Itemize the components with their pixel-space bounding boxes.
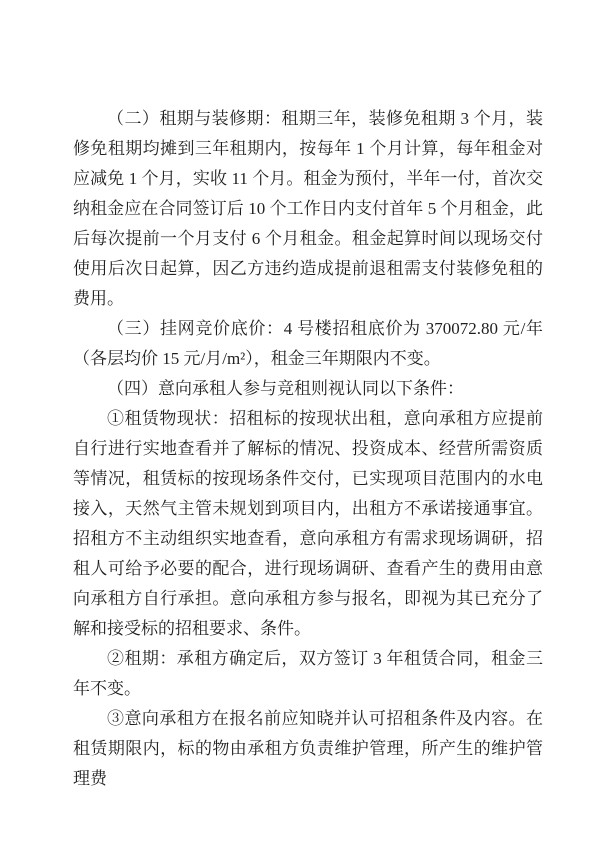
paragraph-condition-1-property-status: ①租赁物现状：招租标的按现状出租，意向承租方应提前自行进行实地查看并了解标的情况、投资成本、经营所需资质等情况，租赁标的按现场条件交付，已实现项目范围内的水电接入，天然气主管未规划到项目内，出租方不承诺接通事宜。招租方不主动组织实地查看，意向承租方有需求现场调研，招租人可给予必要的配合，进行现场调研、查看产生的费用由意向承租方自行承担。意向承租方参与报名，即视为其已充分了解和接受标的招租要求、条件。 (73, 409, 543, 638)
paragraph-listing-floor-price: （三）挂网竞价底价：4 号楼招租底价为 370072.80 元/年（各层均价 15 元/月/m²），租金三年期限内不变。 (73, 319, 543, 368)
paragraph-condition-3-acknowledgement: ③意向承租方在报名前应知晓并认可招租条件及内容。在租赁期限内，标的物由承租方负责维护管理，所产生的维护管理费 (73, 709, 543, 788)
paragraph-condition-2-lease-term: ②租期：承租方确定后，双方签订 3 年租赁合同，租金三年不变。 (73, 649, 543, 698)
paragraph-conditions-intro: （四）意向承租人参与竞租则视认同以下条件： (107, 379, 464, 398)
document-text-block (73, 104, 543, 794)
paragraph-lease-and-renovation-term: （二）租期与装修期：租期三年，装修免租期 3 个月，装修免租期均摊到三年租期内，按每年 1 个月计算，每年租金对应减免 1 个月，实收 11 个月。租金为预付，半年一付，首次交纳租金应在合同签订后 10 个工作日内支付首年 5 个月租金，此后每次提前一个月支付 6 个月租金。租金起算时间以现场交付使用后次日起算，因乙方违约造成提前退租需支付装修免租的费用。 (73, 109, 543, 308)
